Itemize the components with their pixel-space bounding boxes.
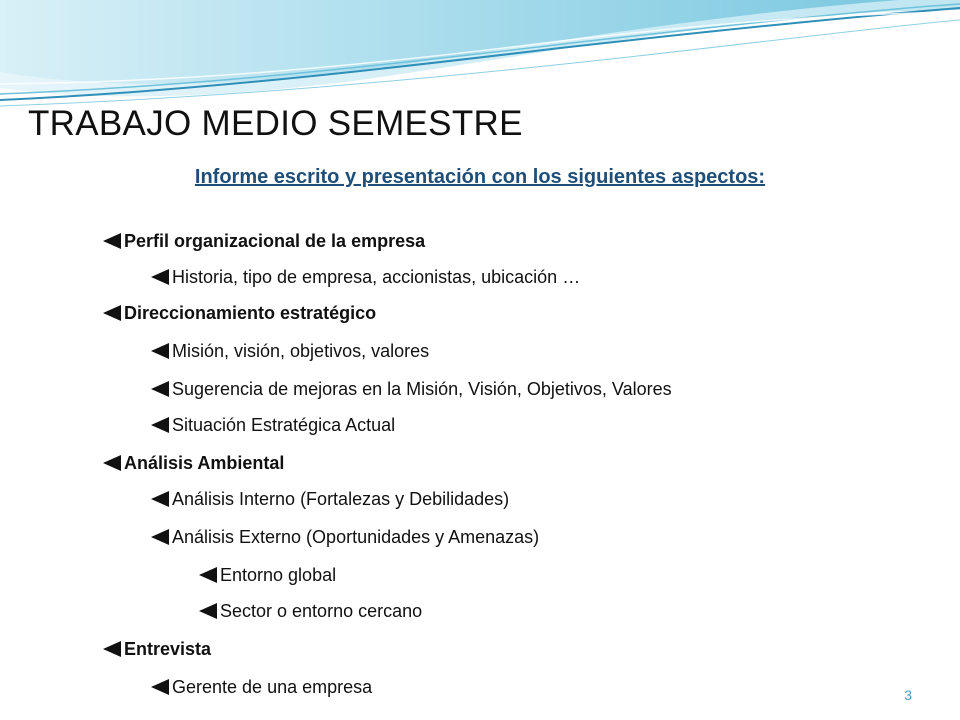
bullet-label: Sugerencia de mejoras en la Misión, Visión, Objetivos, Valores [172, 378, 672, 399]
bullet-label: Historia, tipo de empresa, accionistas, ubicación … [172, 266, 581, 287]
bullet-label: Análisis Ambiental [124, 452, 285, 473]
bullet-label: Perfil organizacional de la empresa [124, 230, 426, 251]
left-triangle-icon [103, 455, 121, 471]
bullet-label: Análisis Interno (Fortalezas y Debilidades) [172, 488, 510, 509]
left-triangle-icon [151, 679, 169, 695]
bullet-label: Entrevista [124, 638, 212, 659]
left-triangle-icon [151, 269, 169, 285]
bullet-label: Gerente de una empresa [172, 676, 373, 697]
bullet-label: Sector o entorno cercano [220, 600, 423, 621]
left-triangle-icon [199, 567, 217, 583]
left-triangle-icon [199, 603, 217, 619]
bullet-label: Situación Estratégica Actual [172, 414, 396, 435]
left-triangle-icon [151, 491, 169, 507]
bullet-item [103, 301, 376, 325]
left-triangle-icon [151, 529, 169, 545]
left-triangle-icon [151, 417, 169, 433]
bullet-item [103, 451, 284, 475]
left-triangle-icon [151, 343, 169, 359]
bullet-item [199, 599, 422, 623]
bullet-label: Análisis Externo (Oportunidades y Amenazas) [172, 526, 540, 547]
left-triangle-icon [103, 233, 121, 249]
bullet-label: Entorno global [220, 564, 337, 585]
bullet-item [151, 525, 539, 549]
bullet-label: Misión, visión, objetivos, valores [172, 340, 430, 361]
bullet-item [151, 487, 509, 511]
slide-title: TRABAJO MEDIO SEMESTRE [28, 104, 523, 143]
left-triangle-icon [103, 641, 121, 657]
bullet-item [151, 413, 395, 437]
bullet-item [151, 675, 372, 699]
left-triangle-icon [151, 381, 169, 397]
left-triangle-icon [103, 305, 121, 321]
bullet-label: Direccionamiento estratégico [124, 302, 377, 323]
bullet-item [199, 563, 336, 587]
bullet-item [103, 637, 211, 661]
slide-subtitle: Informe escrito y presentación con los siguientes aspectos: [194, 166, 766, 188]
bullet-item [151, 339, 429, 363]
bullet-item [151, 265, 580, 289]
page-number: 3 [904, 687, 912, 703]
bullet-item [103, 229, 425, 253]
bullet-item [151, 377, 672, 401]
